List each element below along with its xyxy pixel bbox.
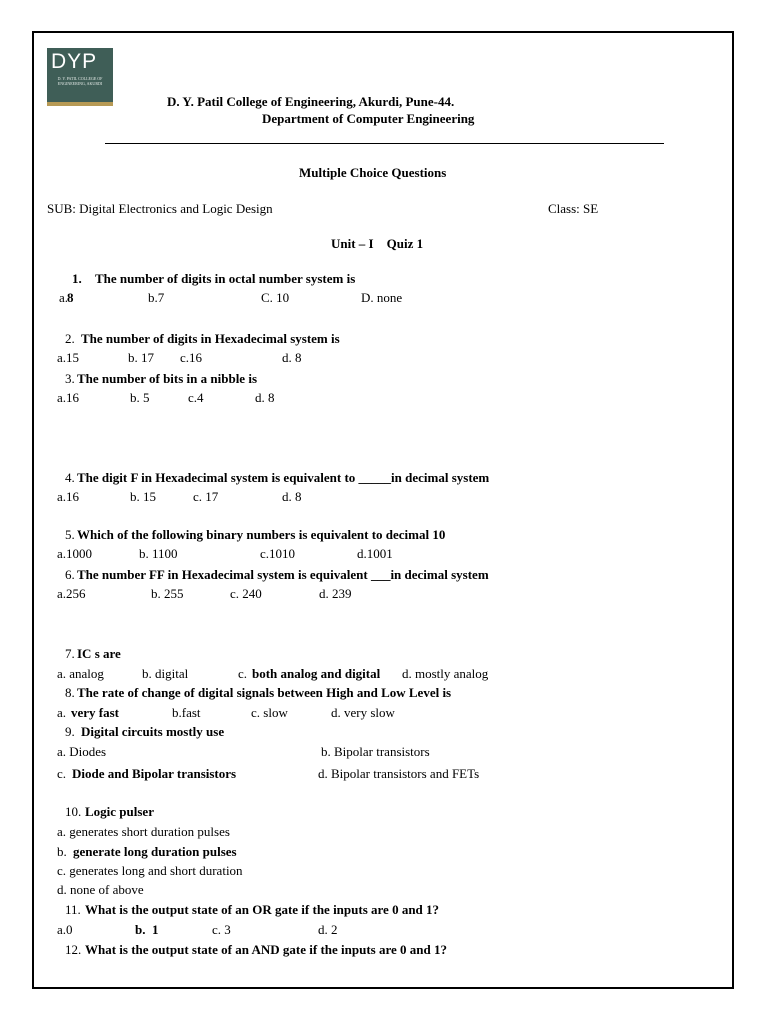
question-number: 1. <box>72 271 82 286</box>
option-answer: both analog and digital <box>252 666 381 681</box>
option: a.15 <box>57 350 80 365</box>
class-line: Class: SE <box>548 201 599 216</box>
question-number: 12. <box>65 942 82 957</box>
option: c. slow <box>251 705 288 720</box>
option: b. 5 <box>130 390 150 405</box>
option: d. very slow <box>331 705 395 720</box>
college-logo <box>47 48 113 106</box>
question-text: The number of digits in Hexadecimal system is <box>81 331 340 346</box>
subject-line: SUB: Digital Electronics and Logic Design <box>47 201 273 216</box>
question-text: The number of bits in a nibble is <box>77 371 258 386</box>
question-number: 2. <box>65 331 75 346</box>
option: d. 2 <box>318 922 338 937</box>
option: b. Bipolar transistors <box>321 744 430 759</box>
logo-bar <box>47 102 113 106</box>
option: a.0 <box>57 922 73 937</box>
question-number: 8. <box>65 685 75 700</box>
option: c.4 <box>188 390 204 405</box>
option: b. digital <box>142 666 189 681</box>
option: b.fast <box>172 705 201 720</box>
option: b. <box>57 844 67 859</box>
question-text: The number of digits in octal number system is <box>95 271 356 286</box>
question-number: 4. <box>65 470 75 485</box>
option: d. 8 <box>255 390 275 405</box>
question-text: Digital circuits mostly use <box>81 724 225 739</box>
option-answer: Diode and Bipolar transistors <box>72 766 237 781</box>
option: a. analog <box>57 666 104 681</box>
option: C. 10 <box>261 290 290 305</box>
option: a. Diodes <box>57 744 107 759</box>
option: d. 8 <box>282 350 302 365</box>
option: c. <box>238 666 248 681</box>
question-text: What is the output state of an AND gate if the inputs are 0 and 1? <box>85 942 447 957</box>
option-answer: very fast <box>71 705 120 720</box>
option: d. Bipolar transistors and FETs <box>318 766 480 781</box>
question-number: 7. <box>65 646 75 661</box>
option: a. <box>59 290 69 305</box>
option: d. 8 <box>282 489 302 504</box>
option: a.256 <box>57 586 86 601</box>
option: b. 17 <box>128 350 154 365</box>
option: a.16 <box>57 390 80 405</box>
option: c.1010 <box>260 546 296 561</box>
option: d. 239 <box>319 586 352 601</box>
question-text: What is the output state of an OR gate if the inputs are 0 and 1? <box>85 902 440 917</box>
department-name: Department of Computer Engineering <box>262 111 475 126</box>
question-text: The number FF in Hexadecimal system is equivalent ___in decimal system <box>77 567 489 582</box>
question-text: The digit F in Hexadecimal system is equivalent to _____in decimal system <box>77 470 490 485</box>
option: a. <box>57 705 67 720</box>
option: b. 1100 <box>139 546 178 561</box>
option: a.1000 <box>57 546 93 561</box>
question-number: 11. <box>65 902 81 917</box>
question-number: 3. <box>65 371 75 386</box>
option: a. generates short duration pulses <box>57 824 230 839</box>
option: b. 15 <box>130 489 156 504</box>
option: c. 17 <box>193 489 219 504</box>
option: d. mostly analog <box>402 666 489 681</box>
option: a.16 <box>57 489 80 504</box>
unit-heading: Unit – I Quiz 1 <box>331 236 424 251</box>
option-answer: generate long duration pulses <box>73 844 237 859</box>
option: b.7 <box>148 290 165 305</box>
question-number: 6. <box>65 567 75 582</box>
option: D. none <box>361 290 403 305</box>
logo-text: DYP <box>51 50 98 73</box>
option: d. none of above <box>57 882 144 897</box>
question-number: 5. <box>65 527 75 542</box>
option: b. 255 <box>151 586 184 601</box>
header-rule <box>105 143 664 144</box>
option-answer: b. 1 <box>135 922 159 937</box>
option: c. generates long and short duration <box>57 863 243 878</box>
logo-subtext: D. Y. PATIL COLLEGE OF ENGINEERING, AKURDI <box>57 76 103 86</box>
option: d.1001 <box>357 546 393 561</box>
question-text: Which of the following binary numbers is equivalent to decimal 10 <box>77 527 446 542</box>
question-number: 9. <box>65 724 75 739</box>
option-answer: 8 <box>67 290 74 305</box>
question-text: The rate of change of digital signals between High and Low Level is <box>77 685 452 700</box>
page-title: Multiple Choice Questions <box>299 165 447 180</box>
question-text: IC s are <box>77 646 121 661</box>
question-number: 10. <box>65 804 82 819</box>
option: c. 3 <box>212 922 231 937</box>
question-text: Logic pulser <box>85 804 154 819</box>
college-name: D. Y. Patil College of Engineering, Akurdi, Pune-44. <box>167 94 455 109</box>
option: c. 240 <box>230 586 262 601</box>
option: c. <box>57 766 67 781</box>
option: c.16 <box>180 350 203 365</box>
